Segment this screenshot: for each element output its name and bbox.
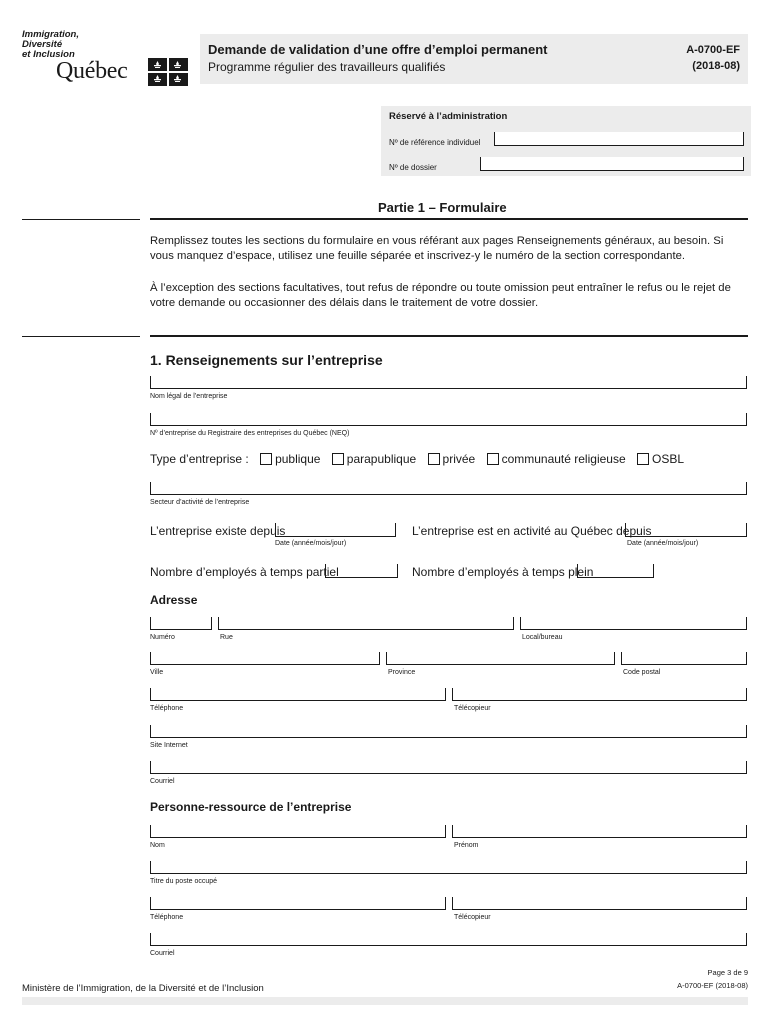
contact-titre-field[interactable] xyxy=(150,861,747,874)
contact-nom-label: Nom xyxy=(150,842,165,849)
type-option-publique[interactable] xyxy=(260,452,320,466)
site-label: Site Internet xyxy=(150,742,188,749)
option-label: publique xyxy=(275,452,321,466)
admin-ref-field[interactable] xyxy=(494,132,744,146)
type-label: Type d’entreprise : xyxy=(150,452,249,466)
contact-telephone-field[interactable] xyxy=(150,897,446,910)
type-option-privee[interactable] xyxy=(428,452,476,466)
courriel-label: Courriel xyxy=(150,778,175,785)
section-rule xyxy=(150,335,748,337)
footer-ministry: Ministère de l’Immigration, de la Diversité et de l’Inclusion xyxy=(22,983,264,994)
temps-partiel-label: Nombre d’employés à temps partiel xyxy=(150,565,339,579)
ministry-line-3: et Inclusion xyxy=(22,49,75,60)
type-option-communaute[interactable] xyxy=(487,452,626,466)
admin-dossier-label: Nº de dossier xyxy=(389,163,437,172)
ministry-line-2: Diversité xyxy=(22,39,63,50)
contact-telephone-label: Téléphone xyxy=(150,914,184,921)
activite-date-hint: Date (année/mois/jour) xyxy=(627,540,699,547)
checkbox[interactable] xyxy=(332,453,344,465)
ville-label: Ville xyxy=(150,669,164,676)
neq-label: Nº d’entreprise du Registraire des entreprises du Québec (NEQ) xyxy=(150,430,350,437)
activite-depuis-field[interactable] xyxy=(625,523,747,537)
contact-courriel-field[interactable] xyxy=(150,933,747,946)
contact-telecopieur-field[interactable] xyxy=(452,897,747,910)
contact-courriel-label: Courriel xyxy=(150,950,175,957)
page-number: Page 3 de 9 xyxy=(707,968,748,977)
secteur-label: Secteur d’activité de l’entreprise xyxy=(150,499,250,506)
temps-partiel-field[interactable] xyxy=(325,564,398,578)
local-label: Local/bureau xyxy=(522,634,563,641)
contact-prenom-label: Prénom xyxy=(454,842,479,849)
code-postal-field[interactable] xyxy=(621,652,747,665)
nom-legal-label: Nom légal de l’entreprise xyxy=(150,393,228,400)
instructions-paragraph: Remplissez toutes les sections du formulaire en vous référant aux pages Renseignements généraux, au besoin. Si vous manquez d’espace, utilisez une feuille séparée et inscrivez-y le numéro de la section correspondante. xyxy=(150,235,724,262)
quebec-flag-icon xyxy=(148,58,188,86)
partie-rule xyxy=(150,218,748,220)
province-label: Province xyxy=(388,669,416,676)
activite-depuis-label: L’entreprise est en activité au Québec depuis xyxy=(412,524,652,538)
admin-ref-label: Nº de référence individuel xyxy=(389,138,481,147)
option-label: parapublique xyxy=(346,452,417,466)
partie-title: Partie 1 – Formulaire xyxy=(378,200,507,215)
existe-date-hint: Date (année/mois/jour) xyxy=(275,540,347,547)
ville-field[interactable] xyxy=(150,652,380,665)
form-date: (2018-08) xyxy=(692,60,740,72)
footer-band xyxy=(22,997,748,1005)
ministry-logo-text xyxy=(22,30,79,60)
contact-telecopieur-label: Télécopieur xyxy=(454,914,491,921)
type-option-osbl[interactable] xyxy=(637,452,684,466)
existe-depuis-field[interactable] xyxy=(275,523,396,537)
neq-field[interactable] xyxy=(150,413,747,426)
rue-label: Rue xyxy=(220,634,233,641)
contact-titre-label: Titre du poste occupé xyxy=(150,878,218,885)
numero-field[interactable] xyxy=(150,617,212,630)
option-label: communauté religieuse xyxy=(501,452,626,466)
numero-label: Numéro xyxy=(150,634,175,641)
option-label: privée xyxy=(442,452,476,466)
contact-nom-field[interactable] xyxy=(150,825,446,838)
omission-paragraph: À l’exception des sections facultatives, tout refus de répondre ou toute omission peut entraîner le refus ou le rejet de votre demande ou occasionner des délais dans le traitement de votre dossier. xyxy=(150,282,731,309)
checkbox[interactable] xyxy=(487,453,499,465)
checkbox[interactable] xyxy=(637,453,649,465)
ministry-line-1: Immigration, xyxy=(22,29,80,40)
local-field[interactable] xyxy=(520,617,747,630)
rue-field[interactable] xyxy=(218,617,514,630)
nom-legal-field[interactable] xyxy=(150,376,747,389)
type-entreprise-row xyxy=(150,452,684,466)
telephone-label: Téléphone xyxy=(150,705,184,712)
checkbox[interactable] xyxy=(428,453,440,465)
form-code: A-0700-EF xyxy=(686,44,740,56)
secteur-field[interactable] xyxy=(150,482,747,495)
adresse-title: Adresse xyxy=(150,593,198,607)
form-title: Demande de validation d’une offre d’emploi permanent xyxy=(208,42,548,57)
footer-form-code: A-0700-EF (2018-08) xyxy=(677,981,748,990)
courriel-field[interactable] xyxy=(150,761,747,774)
province-field[interactable] xyxy=(386,652,615,665)
temps-plein-label: Nombre d’employés à temps plein xyxy=(412,565,594,579)
section-1-title: 1. Renseignements sur l’entreprise xyxy=(150,352,383,368)
site-field[interactable] xyxy=(150,725,747,738)
telecopieur-field[interactable] xyxy=(452,688,747,701)
left-rule xyxy=(22,219,140,220)
type-option-parapublique[interactable] xyxy=(332,452,416,466)
telephone-field[interactable] xyxy=(150,688,446,701)
admin-title: Réservé à l’administration xyxy=(389,111,508,122)
temps-plein-field[interactable] xyxy=(577,564,654,578)
left-rule-2 xyxy=(22,336,140,337)
option-label: OSBL xyxy=(651,452,684,466)
checkbox[interactable] xyxy=(260,453,272,465)
telecopieur-label: Télécopieur xyxy=(454,705,491,712)
form-subtitle: Programme régulier des travailleurs qualifiés xyxy=(208,60,446,74)
existe-depuis-label: L’entreprise existe depuis xyxy=(150,524,286,538)
contact-prenom-field[interactable] xyxy=(452,825,747,838)
quebec-wordmark: Québec xyxy=(56,58,128,84)
code-postal-label: Code postal xyxy=(623,669,661,676)
personne-title: Personne-ressource de l’entreprise xyxy=(150,800,352,814)
admin-dossier-field[interactable] xyxy=(480,157,744,171)
